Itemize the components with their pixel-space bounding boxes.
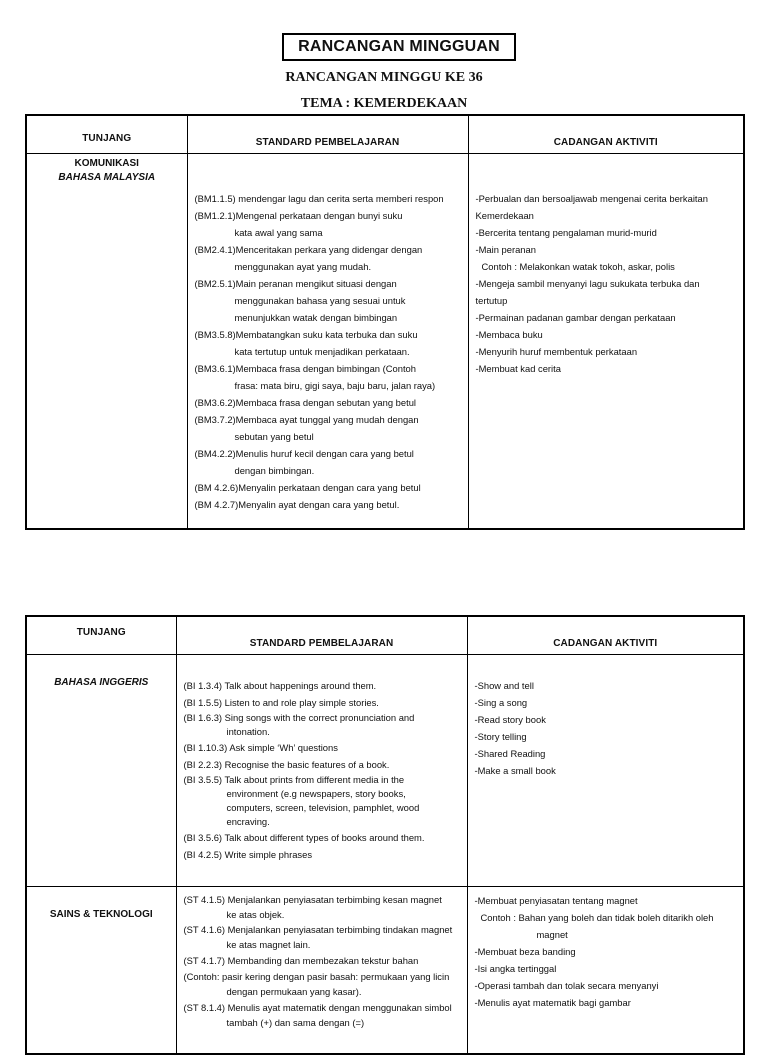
list-item: (BM 4.2.7)Menyalin ayat dengan cara yang betul. (194, 498, 400, 510)
standards-list (195, 190, 468, 513)
list-item: dengan bimbingan. (234, 464, 315, 476)
activities-list (475, 677, 744, 779)
list-item: -Read story book (474, 713, 546, 725)
list-item: dengan permukaan yang kasar). (226, 985, 362, 997)
list-item: (Contoh: pasir kering dengan pasir basah: permukaan yang licin (183, 970, 450, 982)
header-tunjang: TUNJANG (26, 115, 187, 153)
list-item: (BM1.1.5) mendengar lagu dan cerita serta memberi respon (194, 192, 444, 204)
subject-cell (26, 886, 176, 1054)
activities-cell (468, 153, 744, 529)
list-item: kata awal yang sama (234, 226, 323, 238)
list-item: (BI 2.2.3) Recognise the basic features of a book. (183, 758, 390, 770)
header-activity: CADANGAN AKTIVITI (468, 115, 744, 153)
activities-cell (467, 886, 744, 1054)
list-item: (BI 1.3.4) Talk about happenings around them. (183, 679, 377, 691)
list-item: (BI 3.5.5) Talk about prints from different media in the (183, 773, 405, 785)
list-item: (BI 1.10.3) Ask simple ‘Wh’ questions (183, 741, 338, 753)
list-item: (BI 1.6.3) Sing songs with the correct pronunciation and (183, 711, 415, 723)
list-item: (BM 4.2.6)Menyalin perkataan dengan cara yang betul (194, 481, 421, 493)
list-item: (BM3.7.2)Membaca ayat tunggal yang mudah dengan (194, 413, 419, 425)
table-row (26, 886, 744, 1054)
list-item: (ST 4.1.5) Menjalankan penyiasatan terbimbing kesan magnet (183, 893, 442, 905)
list-item: -Mengeja sambil menyanyi lagu sukukata terbuka dan (475, 277, 700, 289)
subject-cell (26, 654, 176, 886)
list-item: -Main peranan (475, 243, 536, 255)
list-item: frasa: mata biru, gigi saya, baju baru, jalan raya) (234, 379, 436, 391)
list-item: encraving. (226, 815, 270, 827)
header-activity: CADANGAN AKTIVITI (467, 616, 744, 654)
list-item: -Isi angka tertinggal (474, 962, 557, 974)
subject-label: BAHASA INGGERIS (54, 676, 149, 688)
list-item: (BM1.2.1)Mengenal perkataan dengan bunyi suku (194, 209, 403, 221)
list-item: -Show and tell (474, 679, 534, 691)
list-item: computers, screen, television, pamphlet, wood (226, 801, 420, 813)
header-tunjang: TUNJANG (26, 616, 176, 654)
list-item: -Menyurih huruf membentuk perkataan (475, 345, 638, 357)
list-item: -Sing a song (474, 696, 528, 708)
activities-list (475, 892, 744, 1011)
list-item: Kemerdekaan (475, 209, 534, 221)
list-item: (BM3.6.2)Membaca frasa dengan sebutan yang betul (194, 396, 416, 408)
list-item: (BI 4.2.5) Write simple phrases (183, 848, 313, 860)
standards-list (184, 892, 467, 1029)
standards-cell (187, 153, 468, 529)
subject-cell (26, 153, 187, 529)
list-item: menunjukkan watak dengan bimbingan (234, 311, 398, 323)
list-item: -Shared Reading (474, 747, 546, 759)
list-item: sebutan yang betul (234, 430, 314, 442)
list-item: (ST 8.1.4) Menulis ayat matematik dengan menggunakan simbol (183, 1001, 452, 1013)
list-item: ke atas magnet lain. (226, 938, 311, 950)
list-item: (BM3.6.1)Membaca frasa dengan bimbingan (Contoh (194, 362, 416, 374)
standards-cell (176, 654, 467, 886)
list-item: -Bercerita tentang pengalaman murid-murid (475, 226, 657, 238)
list-item: (BI 3.5.6) Talk about different types of books around them. (183, 831, 425, 843)
list-item: kata tertutup untuk menjadikan perkataan. (234, 345, 410, 357)
list-item: (BM4.2.2)Menulis huruf kecil dengan cara yang betul (194, 447, 414, 459)
list-item: menggunakan ayat yang mudah. (234, 260, 372, 272)
table-header-row (26, 115, 744, 153)
list-item: tambah (+) dan sama dengan (=) (226, 1016, 365, 1028)
list-item: intonation. (226, 725, 270, 737)
main-title: RANCANGAN MINGGUAN (282, 33, 516, 61)
list-item: (BI 1.5.5) Listen to and role play simple stories. (183, 696, 379, 708)
standards-list (184, 677, 467, 863)
list-item: Contoh : Melakonkan watak tokoh, askar, polis (481, 260, 675, 272)
table-header-row (26, 616, 744, 654)
plan-table-2 (25, 615, 745, 1055)
list-item: ke atas objek. (226, 908, 285, 920)
list-item: environment (e.g newspapers, story books, (226, 787, 406, 799)
list-item: -Membuat penyiasatan tentang magnet (474, 894, 638, 906)
activities-cell (467, 654, 744, 886)
theme-title: TEMA : KEMERDEKAAN (300, 96, 468, 111)
list-item: (BM3.5.8)Membatangkan suku kata terbuka dan suku (194, 328, 418, 340)
list-item: tertutup (475, 294, 508, 306)
list-item: -Perbualan dan bersoaljawab mengenai cerita berkaitan (475, 192, 708, 204)
activities-list (476, 190, 744, 377)
subject-label: KOMUNIKASI (74, 157, 139, 169)
list-item: -Membuat kad cerita (475, 362, 561, 374)
standards-cell (176, 886, 467, 1054)
list-item: -Story telling (474, 730, 527, 742)
list-item: Contoh : Bahan yang boleh dan tidak boleh ditarikh oleh (480, 911, 714, 923)
list-item: magnet (536, 928, 568, 940)
list-item: -Permainan padanan gambar dengan perkataan (475, 311, 676, 323)
list-item: -Menulis ayat matematik bagi gambar (474, 996, 631, 1008)
list-item: (BM2.4.1)Menceritakan perkara yang didengar dengan (194, 243, 423, 255)
week-title: RANCANGAN MINGGU KE 36 (285, 70, 483, 85)
header-standard: STANDARD PEMBELAJARAN (187, 115, 468, 153)
subject-sublabel: BAHASA MALAYSIA (58, 171, 156, 183)
table-row (26, 153, 744, 529)
plan-table-1 (25, 114, 745, 530)
list-item: -Membuat beza banding (474, 945, 576, 957)
header-standard: STANDARD PEMBELAJARAN (176, 616, 467, 654)
list-item: (BM2.5.1)Main peranan mengikut situasi dengan (194, 277, 397, 289)
list-item: -Operasi tambah dan tolak secara menyanyi (474, 979, 659, 991)
table-row (26, 654, 744, 886)
list-item: -Make a small book (474, 764, 556, 776)
list-item: (ST 4.1.7) Membanding dan membezakan tekstur bahan (183, 954, 419, 966)
list-item: -Membaca buku (475, 328, 543, 340)
list-item: (ST 4.1.6) Menjalankan penyiasatan terbimbing tindakan magnet (183, 923, 453, 935)
subject-label: SAINS & TEKNOLOGI (49, 908, 153, 920)
list-item: menggunakan bahasa yang sesuai untuk (234, 294, 406, 306)
